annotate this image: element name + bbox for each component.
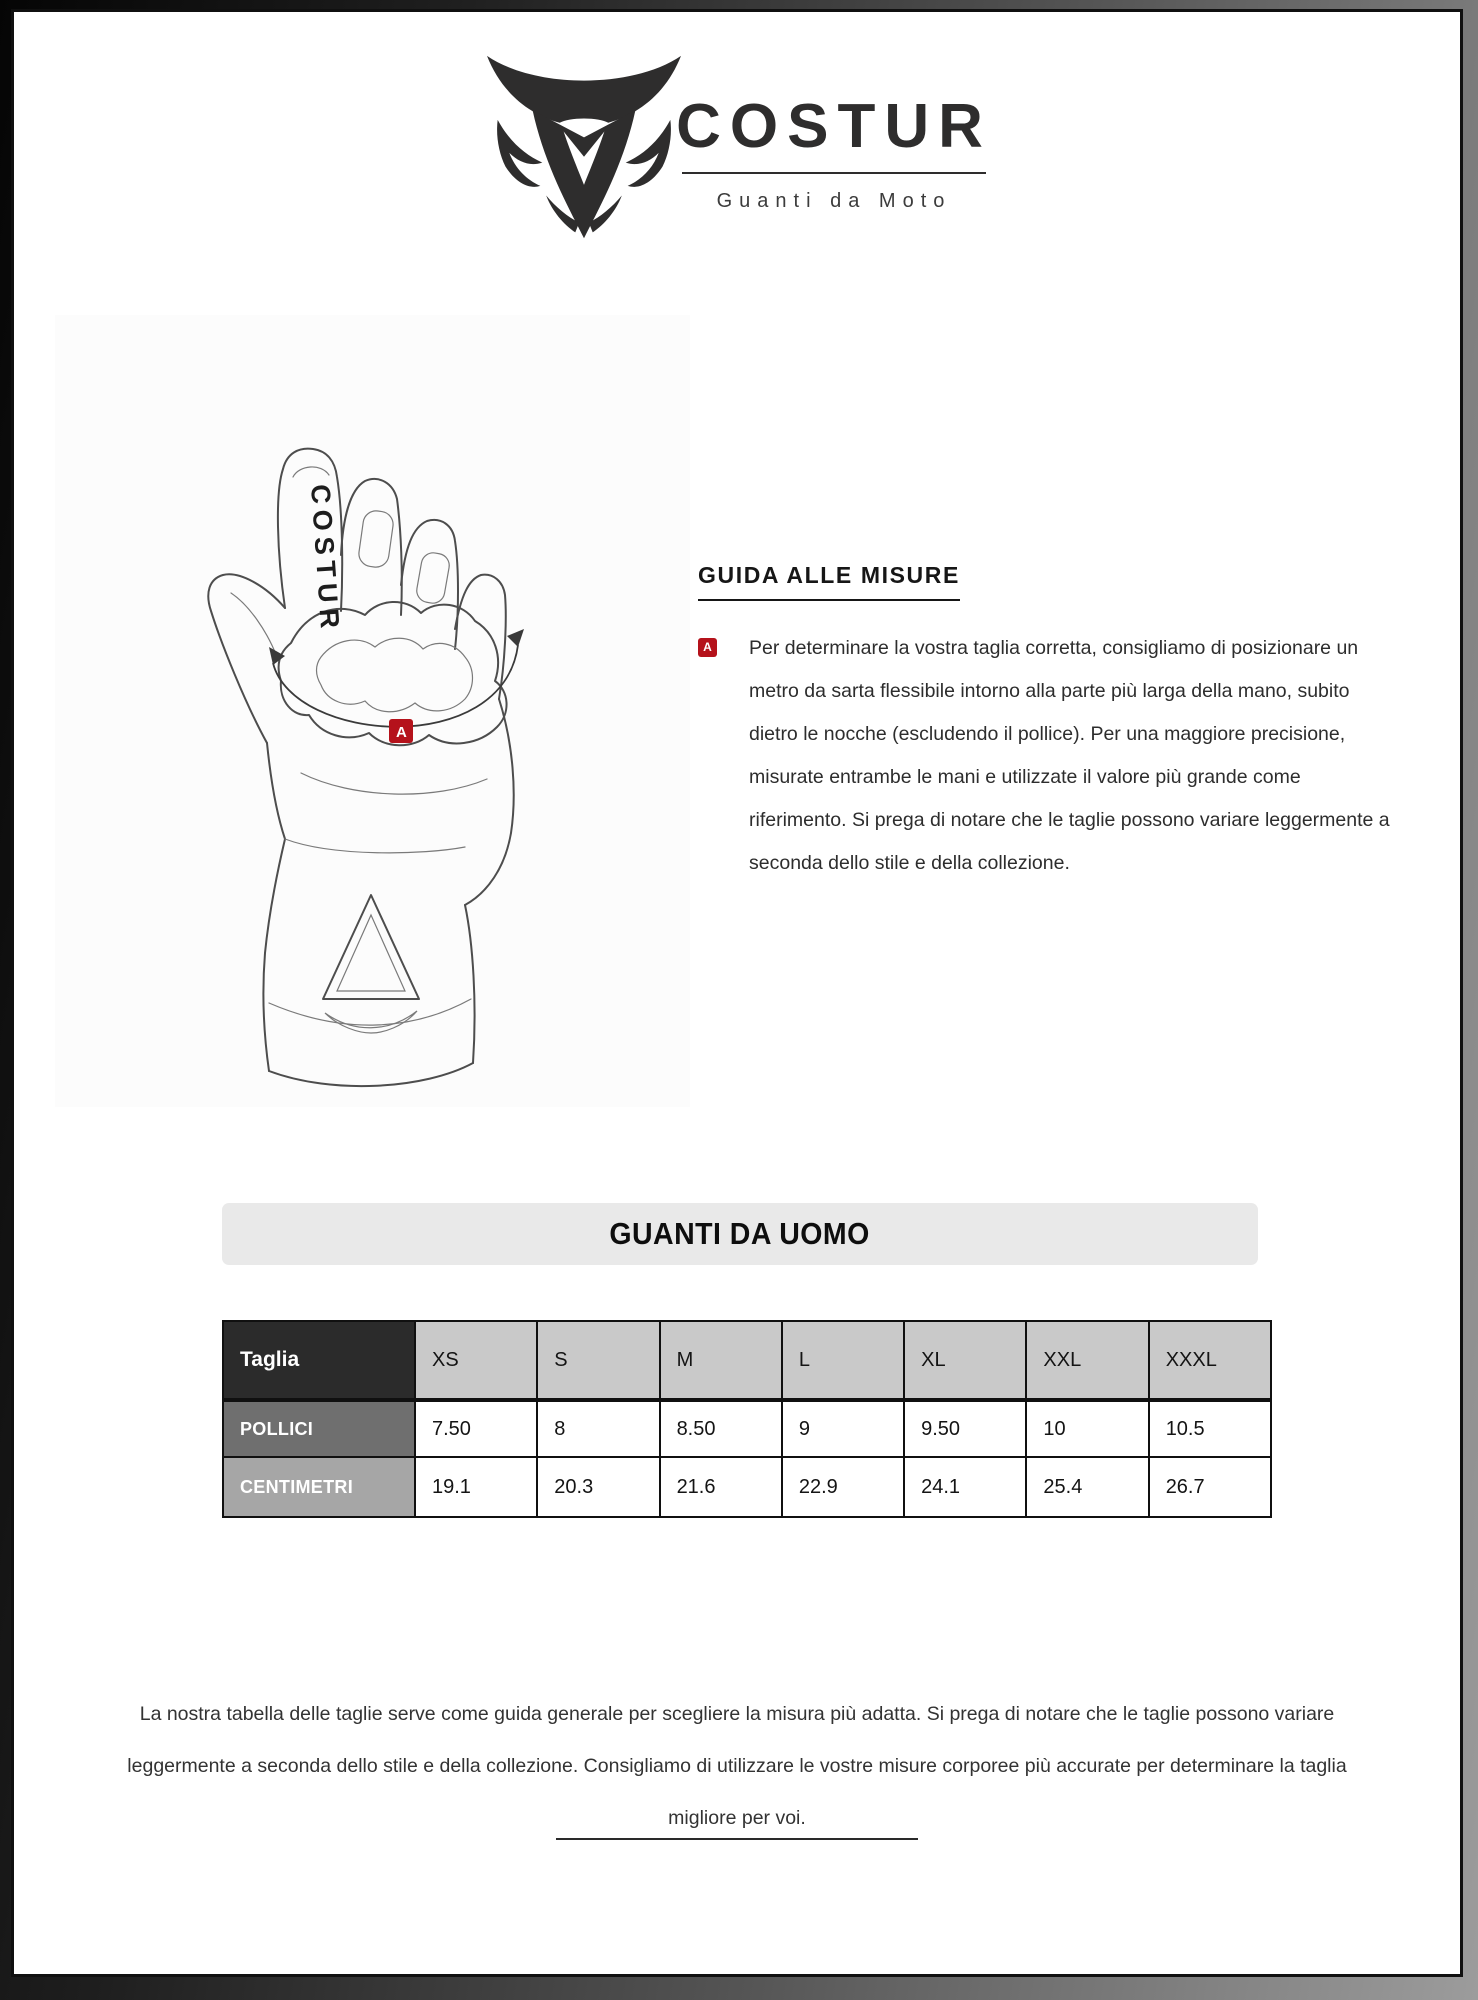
footer-note: La nostra tabella delle taglie serve come guida generale per scegliere la misura più adatta. Si prega di notare che le taglie possono variare leggermente a seconda dello stile e della collezione. Consigliamo di utilizzare le vostre misure corporee più accurate per determinare la taglia migliore per voi. — [127, 1703, 1347, 1829]
size-cell-m: M — [660, 1321, 782, 1400]
size-cell-xxl: XXL — [1026, 1321, 1148, 1400]
section-title: GUANTI DA UOMO — [609, 1216, 871, 1251]
pollici-xxl: 10 — [1026, 1400, 1148, 1457]
svg-text:A: A — [395, 724, 407, 741]
pollici-s: 8 — [537, 1400, 659, 1457]
centimetri-xxxl: 26.7 — [1149, 1457, 1271, 1517]
glove-illustration-panel — [55, 315, 690, 1107]
pollici-xs: 7.50 — [415, 1400, 537, 1457]
brand-wordmark-group — [676, 91, 992, 213]
centimetri-xl: 24.1 — [904, 1457, 1026, 1517]
pollici-m: 8.50 — [660, 1400, 782, 1457]
glove-line-drawing — [173, 443, 573, 1103]
brand-divider — [682, 172, 985, 174]
brand-tagline: Guanti da Moto — [716, 190, 952, 212]
measure-guide-section — [698, 562, 1398, 885]
costur-v-emblem-icon — [482, 52, 686, 246]
measure-guide-body — [698, 627, 1398, 885]
size-table — [222, 1320, 1272, 1518]
size-cell-xs: XS — [415, 1321, 537, 1400]
table-header-taglia: Taglia — [223, 1321, 415, 1400]
centimetri-l: 22.9 — [782, 1457, 904, 1517]
table-row-centimetri — [223, 1457, 1271, 1517]
centimetri-m: 21.6 — [660, 1457, 782, 1517]
table-row-sizes — [223, 1321, 1271, 1400]
size-cell-s: S — [537, 1321, 659, 1400]
size-guide-page — [14, 12, 1460, 1974]
row-label-centimetri: CENTIMETRI — [223, 1457, 415, 1517]
centimetri-s: 20.3 — [537, 1457, 659, 1517]
glove-finger-brand-text: COSTUR — [304, 483, 345, 636]
size-cell-l: L — [782, 1321, 904, 1400]
brand-name: COSTUR — [676, 92, 992, 161]
row-label-pollici: POLLICI — [223, 1400, 415, 1457]
size-cell-xl: XL — [904, 1321, 1026, 1400]
measure-guide-text: Per determinare la vostra taglia corretta, consigliamo di posizionare un metro da sarta flessibile intorno alla parte più larga della mano, subito dietro le nocche (escludendo il pollice). Per una maggiore precisione, misurate entrambe le mani e utilizzate il valore più grande come riferimento. Si prega di notare che le taglie possono variare leggermente a seconda dello stile e della collezione. — [749, 637, 1390, 874]
table-row-pollici — [223, 1400, 1271, 1457]
footer-divider — [556, 1838, 918, 1840]
brand-logo — [14, 52, 1460, 246]
section-header-bar — [222, 1203, 1258, 1265]
pollici-l: 9 — [782, 1400, 904, 1457]
centimetri-xs: 19.1 — [415, 1457, 537, 1517]
pollici-xxxl: 10.5 — [1149, 1400, 1271, 1457]
measure-guide-title: GUIDA ALLE MISURE — [698, 562, 960, 601]
pollici-xl: 9.50 — [904, 1400, 1026, 1457]
glove-marker-a-badge — [389, 719, 413, 743]
centimetri-xxl: 25.4 — [1026, 1457, 1148, 1517]
cuff-triangle-logo — [323, 895, 419, 1033]
marker-a-badge: A — [698, 638, 717, 657]
size-cell-xxxl: XXXL — [1149, 1321, 1271, 1400]
